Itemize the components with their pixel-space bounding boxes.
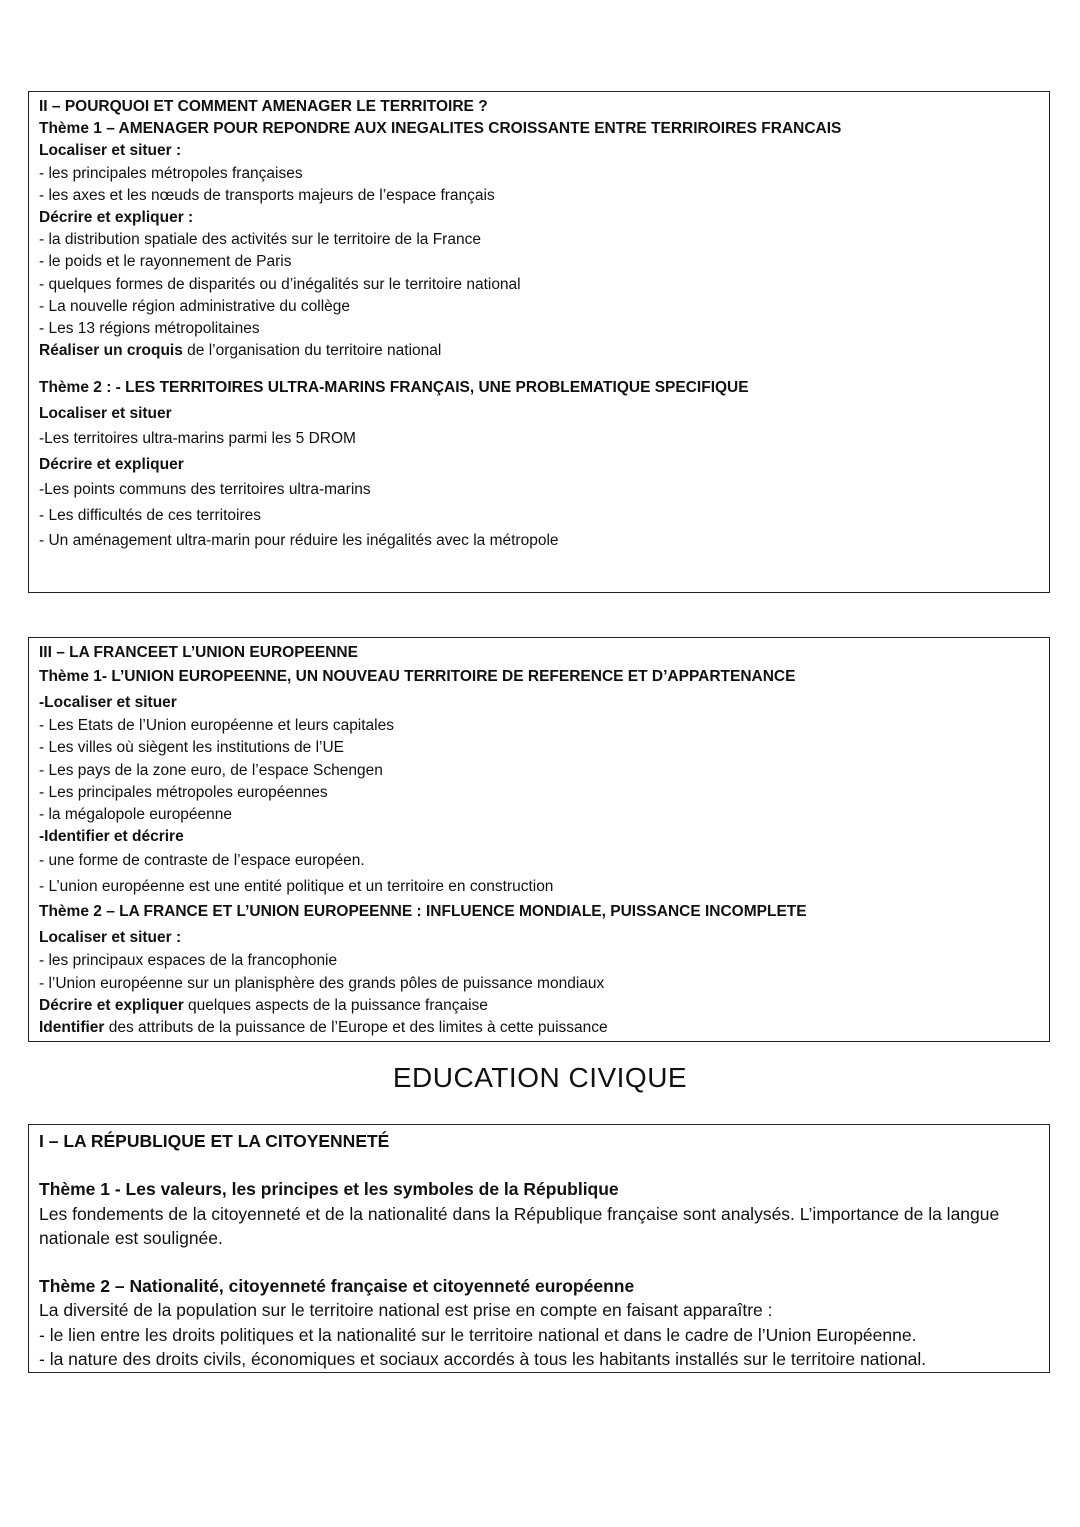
localiser-label: -Localiser et situer [39, 693, 177, 711]
list-item: - la distribution spatiale des activités sur le territoire de la France [39, 231, 481, 249]
theme-2-localiser-label: Localiser et situer [39, 404, 172, 422]
list-item: - Les Etats de l’Union européenne et leurs capitales [39, 717, 394, 735]
list-item: -Les territoires ultra-marins parmi les 5 DROM [39, 430, 356, 448]
identifier-label: -Identifier et décrire [39, 828, 184, 846]
section-2-theme-2-title: Thème 2 : - LES TERRITOIRES ULTRA-MARINS FRANÇAIS, UNE PROBLEMATIQUE SPECIFIQUE [39, 379, 749, 397]
section-3-box [28, 637, 1050, 1042]
list-item: - le lien entre les droits politiques et la nationalité sur le territoire national et dans le cadre de l’Union Européenne. [39, 1324, 917, 1345]
list-item: - les principaux espaces de la francophonie [39, 952, 338, 970]
list-item: - L’union européenne est une entité politique et un territoire en construction [39, 877, 554, 895]
section-2-heading: II – POURQUOI ET COMMENT AMENAGER LE TERRITOIRE ? [39, 98, 488, 115]
list-item: - une forme de contraste de l’espace européen. [39, 852, 365, 870]
list-item: - les axes et les nœuds de transports majeurs de l’espace français [39, 186, 495, 204]
list-item: - les principales métropoles françaises [39, 164, 303, 182]
section-2-box [28, 91, 1050, 593]
list-item: -Les points communs des territoires ultra-marins [39, 481, 371, 499]
list-item: - Les principales métropoles européennes [39, 783, 328, 801]
list-item: - Les difficultés de ces territoires [39, 506, 261, 524]
list-item: - Les 13 régions métropolitaines [39, 320, 260, 338]
list-item: - Les pays de la zone euro, de l’espace Schengen [39, 761, 383, 779]
section-3-heading: III – LA FRANCEET L’UNION EUROPEENNE [39, 644, 358, 661]
list-item: - Les villes où siègent les institutions de l’UE [39, 739, 344, 757]
civic-section-box [28, 1124, 1050, 1373]
education-civique-title: EDUCATION CIVIQUE [392, 1062, 688, 1093]
theme-2-decrire-label: Décrire et expliquer [39, 455, 184, 473]
list-item: - l’Union européenne sur un planisphère des grands pôles de puissance mondiaux [39, 974, 605, 992]
identifier-line: Identifier des attributs de la puissance de l’Europe et des limites à cette puissance [39, 1019, 608, 1037]
decrire-line: Décrire et expliquer quelques aspects de la puissance française [39, 996, 488, 1014]
civic-theme-2-intro: La diversité de la population sur le territoire national est prise en compte en faisant apparaître : [39, 1300, 773, 1321]
list-item: - la nature des droits civils, économiques et sociaux accordés à tous les habitants installés sur le territoire national. [39, 1349, 927, 1370]
civic-theme-2-title: Thème 2 – Nationalité, citoyenneté française et citoyenneté européenne [39, 1276, 635, 1297]
section-3-theme-1-title: Thème 1- L’UNION EUROPEENNE, UN NOUVEAU TERRITOIRE DE REFERENCE ET D’APPARTENANCE [39, 668, 796, 686]
section-2-theme-1-title: Thème 1 – AMENAGER POUR REPONDRE AUX INEGALITES CROISSANTE ENTRE TERRIROIRES FRANCAIS [39, 120, 842, 138]
civic-theme-1-text: Les fondements de la citoyenneté et de la nationalité dans la République française sont analysés. L’importance de la langue nationale est soulignée. [39, 1203, 1000, 1248]
list-item: - Un aménagement ultra-marin pour réduire les inégalités avec la métropole [39, 532, 559, 550]
croquis-line: Réaliser un croquis de l’organisation du territoire national [39, 342, 442, 360]
theme-2-localiser-label: Localiser et situer : [39, 928, 182, 946]
list-item: - le poids et le rayonnement de Paris [39, 253, 292, 271]
civic-theme-1-title: Thème 1 - Les valeurs, les principes et les symboles de la République [39, 1179, 619, 1200]
list-item: - quelques formes de disparités ou d’inégalités sur le territoire national [39, 275, 521, 293]
localiser-label: Localiser et situer : [39, 142, 182, 160]
decrire-label: Décrire et expliquer : [39, 209, 194, 227]
section-3-theme-2-title: Thème 2 – LA FRANCE ET L’UNION EUROPEENNE : INFLUENCE MONDIALE, PUISSANCE INCOMPLETE [39, 903, 807, 921]
list-item: - la mégalopole européenne [39, 806, 233, 824]
list-item: - La nouvelle région administrative du collège [39, 297, 351, 315]
civic-section-heading: I – LA RÉPUBLIQUE ET LA CITOYENNETÉ [39, 1131, 390, 1151]
